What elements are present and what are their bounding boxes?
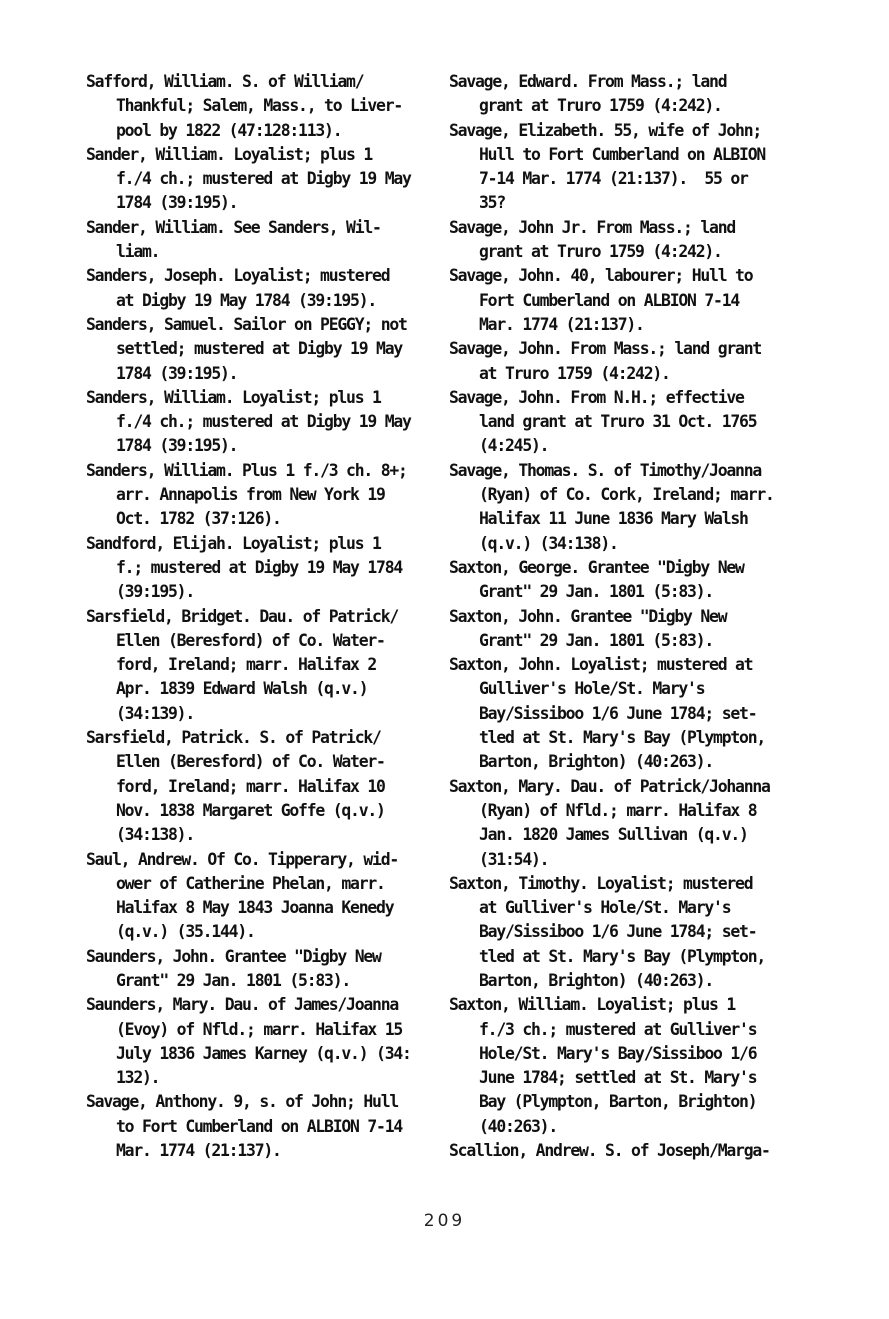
entry: Sanders, William. Loyalist; plus 1 f./4 ch.; mustered at Digby 19 May 1784 (39:195). bbox=[86, 387, 411, 456]
page-number: 209 bbox=[423, 1211, 466, 1231]
entry: Savage, John. From N.H.; effective land grant at Truro 31 Oct. 1765 (4:245). bbox=[449, 387, 757, 456]
entry: Scallion, Andrew. S. of Joseph/Marga- bbox=[449, 1141, 770, 1161]
entry: Sarsfield, Bridget. Dau. of Patrick/ Ellen (Beresford) of Co. Water- ford, Ireland; marr. Halifax 2 Apr. 1839 Edward Walsh (q.v.) (34:139). bbox=[86, 606, 399, 723]
entry: Sander, William. See Sanders, Wil- liam. bbox=[86, 217, 381, 262]
entry: Sander, William. Loyalist; plus 1 f./4 ch.; mustered at Digby 19 May 1784 (39:195). bbox=[86, 144, 411, 213]
entry: Saxton, Timothy. Loyalist; mustered at Gulliver's Hole/St. Mary's Bay/Sissiboo 1/6 June 1784; set- tled at St. Mary's Bay (Plympton, Barton, Brighton) (40:263). bbox=[449, 873, 766, 990]
entry: Savage, John. 40, labourer; Hull to Fort Cumberland on ALBION 7-14 Mar. 1774 (21:137). bbox=[449, 266, 753, 334]
entry: Savage, John. From Mass.; land grant at Truro 1759 (4:242). bbox=[449, 339, 762, 383]
entry: Sarsfield, Patrick. S. of Patrick/ Ellen (Beresford) of Co. Water- ford, Ireland; marr. Halifax 10 Nov. 1838 Margaret Goffe (q.v.) (34:138). bbox=[86, 728, 385, 845]
entry: Saunders, Mary. Dau. of James/Joanna (Evoy) of Nfld.; marr. Halifax 15 July 1836 James Karney (q.v.) (34: 132). bbox=[86, 995, 411, 1088]
entry: Savage, Thomas. S. of Timothy/Joanna (Ryan) of Co. Cork, Ireland; marr. Halifax 11 June 1836 Mary Walsh (q.v.) (34:138). bbox=[449, 460, 774, 553]
entry: Savage, Elizabeth. 55, wife of John; Hull to Fort Cumberland on ALBION 7-14 Mar. 1774 (21:137). 55 or 35? bbox=[449, 120, 766, 213]
entry: Savage, Anthony. 9, s. of John; Hull to Fort Cumberland on ALBION 7-14 Mar. 1774 (21:137). bbox=[86, 1092, 403, 1161]
entry: Sandford, Elijah. Loyalist; plus 1 f.; mustered at Digby 19 May 1784 (39:195). bbox=[86, 533, 403, 602]
entry: Sanders, Joseph. Loyalist; mustered at Digby 19 May 1784 (39:195). bbox=[86, 266, 390, 310]
left-column bbox=[86, 70, 441, 1163]
entry: Safford, William. S. of William/ Thankful; Salem, Mass., to Liver- pool by 1822 (47:128:113). bbox=[86, 72, 403, 140]
entry: Savage, John Jr. From Mass.; land grant at Truro 1759 (4:242). bbox=[449, 217, 736, 262]
entry: Saxton, John. Loyalist; mustered at Gulliver's Hole/St. Mary's Bay/Sissiboo 1/6 June 1784; set- tled at St. Mary's Bay (Plympton, Barton, Brighton) (40:263). bbox=[449, 655, 766, 772]
entry: Savage, Edward. From Mass.; land grant at Truro 1759 (4:242). bbox=[449, 72, 727, 116]
entry: Saxton, Mary. Dau. of Patrick/Johanna (Ryan) of Nfld.; marr. Halifax 8 Jan. 1820 James Sullivan (q.v.) (31:54). bbox=[449, 776, 770, 869]
entry: Saul, Andrew. Of Co. Tipperary, wid- ower of Catherine Phelan, marr. Halifax 8 May 1843 Joanna Kenedy (q.v.) (35.144). bbox=[86, 849, 399, 942]
entry: Saxton, William. Loyalist; plus 1 f./3 ch.; mustered at Gulliver's Hole/St. Mary's Bay/Sissiboo 1/6 June 1784; settled at St. Mary's Bay (Plympton, Barton, Brighton) (40:263). bbox=[449, 995, 757, 1136]
entry: Saxton, John. Grantee "Digby New Grant" 29 Jan. 1801 (5:83). bbox=[449, 606, 727, 650]
entry: Saxton, George. Grantee "Digby New Grant" 29 Jan. 1801 (5:83). bbox=[449, 557, 744, 602]
entry: Sanders, William. Plus 1 f./3 ch. 8+; arr. Annapolis from New York 19 Oct. 1782 (37:126). bbox=[86, 460, 407, 529]
right-column bbox=[449, 70, 789, 1163]
entry: Sanders, Samuel. Sailor on PEGGY; not settled; mustered at Digby 19 May 1784 (39:195). bbox=[86, 314, 407, 383]
entry: Saunders, John. Grantee "Digby New Grant" 29 Jan. 1801 (5:83). bbox=[86, 946, 381, 990]
